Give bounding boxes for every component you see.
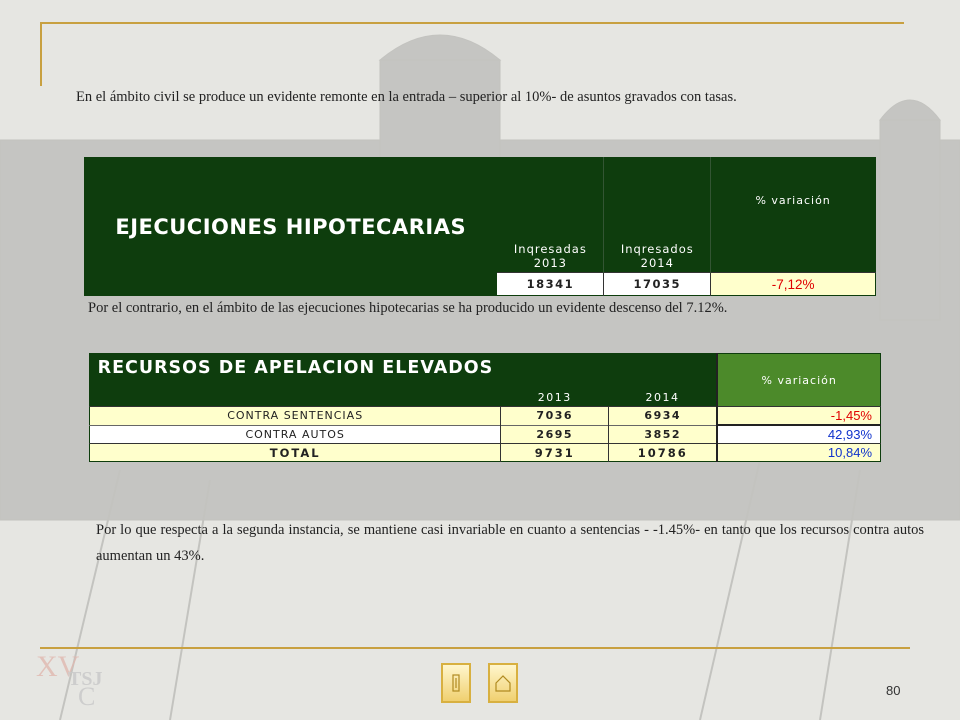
nav-home-button[interactable] (488, 663, 518, 703)
table2-row-variation: 10,84% (717, 444, 880, 462)
up-arrow-icon (450, 673, 462, 693)
page-number: 80 (886, 683, 901, 698)
table2-title: RECURSOS DE APELACION ELEVADOS (90, 354, 501, 407)
table-ejecuciones-hipotecarias (84, 157, 876, 296)
home-icon (494, 673, 512, 693)
table1-col-2014: Inqresados 2014 (604, 158, 711, 273)
table-row (90, 407, 881, 426)
table-recursos-apelacion (89, 353, 881, 462)
paragraph-segunda-instancia: Por lo que respecta a la segunda instancia, se mantiene casi invariable en cuanto a sentencias - -1.45%- en tanto que los recursos contra autos aumentan un 43%. (96, 522, 924, 564)
table2-row-2013: 2695 (501, 425, 609, 444)
table2-col-variation: % variación (717, 354, 880, 407)
logo-text-tsj: TSJ (68, 668, 103, 690)
table-row (90, 425, 881, 444)
paragraph-civil: En el ámbito civil se produce un evidente remonte en la entrada – superior al 10%- de asuntos gravados con tasas. (76, 89, 737, 105)
table2-col-2013: 2013 (501, 354, 609, 407)
frame-top-line (40, 22, 904, 24)
table2-row-label: CONTRA SENTENCIAS (90, 407, 501, 426)
table2-row-2014: 3852 (609, 425, 718, 444)
table1-value-2014: 17035 (604, 273, 711, 296)
table2-row-2014: 6934 (609, 407, 718, 426)
table2-row-2013: 7036 (501, 407, 609, 426)
table2-row-label: CONTRA AUTOS (90, 425, 501, 444)
table1-variation: -7,12% (711, 273, 876, 296)
table1-col-variation: % variación (711, 158, 876, 273)
nav-up-button[interactable] (441, 663, 471, 703)
paragraph-hipotecarias: Por el contrario, en el ámbito de las ejecuciones hipotecarias se ha producido un evidente descenso del 7.12%. (88, 300, 728, 316)
logo-text-c: C (78, 682, 96, 711)
tsjc-logo (34, 650, 104, 710)
table2-row-2014: 10786 (609, 444, 718, 462)
table1-value-2013: 18341 (497, 273, 604, 296)
table2-row-label: TOTAL (90, 444, 501, 462)
frame-bottom-line (40, 647, 910, 649)
frame-left-line (40, 22, 42, 86)
table1-title: EJECUCIONES HIPOTECARIAS (85, 158, 497, 296)
table2-row-variation: -1,45% (717, 407, 880, 426)
table2-row-variation: 42,93% (717, 425, 880, 444)
logo-mark: XV (36, 650, 80, 683)
table-row (90, 444, 881, 462)
table1-col-2013: Inqresadas 2013 (497, 158, 604, 273)
table2-col-2014: 2014 (609, 354, 718, 407)
table2-row-2013: 9731 (501, 444, 609, 462)
